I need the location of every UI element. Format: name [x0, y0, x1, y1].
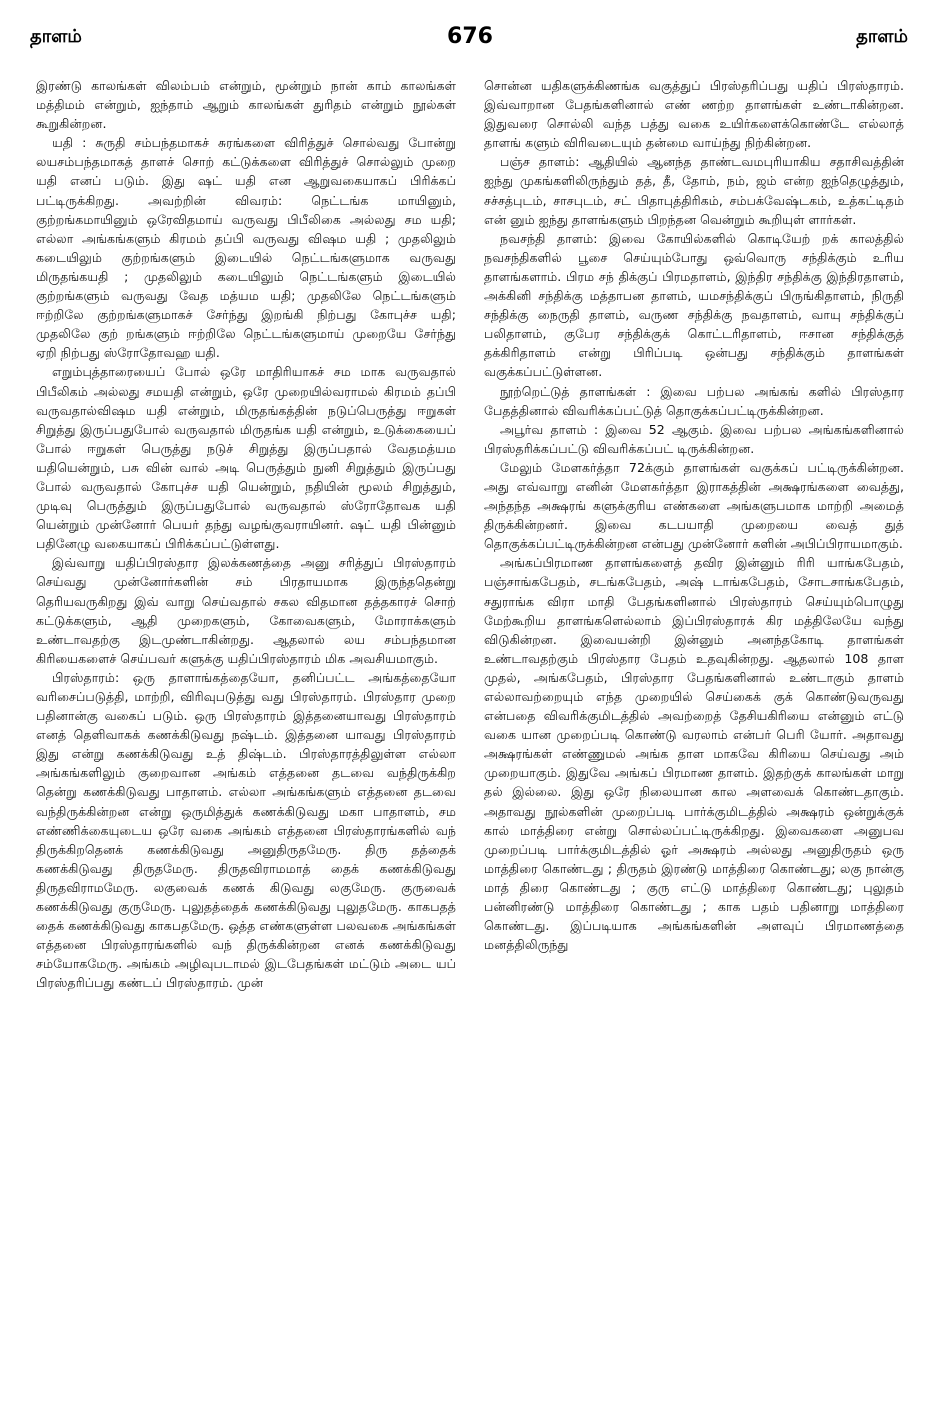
paragraph: அங்கப்பிரமாண தாளங்களைத் தவிர இன்னும் ரிரி யாங்கபேதம், பஞ்சாங்கபேதம், சடங்கபேதம், அஷ் டாங்கபேதம், சோடசாங்கபேதம், சதுராங்க விரா மாதி பேதங்களினால் பிரஸ்தாரம் செய்யும்பொழுது மேற்கூறிய தாளங்களெல்லாம் இப்பிரஸ்தாரக் கிர மத்திலேயே வந்து விடுகின்றன. இவையன்றி இன்னும் அனந்தகோடி தாளங்கள் உண்டாவதற்கும் பிரஸ்தார பேதம் உதவுகின்றது. ஆதலால் 108 தாள முதல், அங்கபேதம், பிரஸ்தார பேதங்களினால் உண்டாகும் தாளம் எல்லாவற்றையும் எந்த முறையில் செய்கைக் குக் கொண்டுவருவது என்பதை விவரிக்குமிடத்தில் அவற்றைத் தேசியகிரியை என்னும் எட்டு வகை யான முறைப்படி கொண்டு வரலாம் என்பர் பெரி யோர். அதாவது அக்ஷரங்கள் எண்ணுமல் அங்க தாள மாகவே கிரியை செய்வது அம் முறையாகும். இதுவே அங்கப் பிரமாண தாளம். இதற்குக் காலங்கள் மாறு தல் இல்லை. இது ஒரே நிலையான கால அளவைக் கொண்டதாகும். அதாவது நூல்களின் முறைப்படி பார்க்குமிடத்தில் அக்ஷரம் ஒன்றுக்குக் கால் மாத்திரை என்று சொல்லப்பட்டிருக்கிறது. இவைகளை அனுபவ முறைப்படி பார்க்குமிடத்தில் ஓர் அக்ஷரம் அல்லது அனுதிருதம் ஒரு மாத்திரை கொண்டது ; திருதம் இரண்டு மாத்திரை கொண்டது; லகு நான்கு மாத் திரை கொண்டது ; குரு எட்டு மாத்திரை கொண்டது; புலுதம் பன்னிரண்டு மாத்திரை கொண்டது ; காக பதம் பதினாறு மாத்திரை கொண்டது. இப்படியாக அங்கங்களின் அளவுப் பிரமாணத்தை மனத்திலிருந்து	[484, 555, 904, 953]
paragraph: இவ்வாறு யதிப்பிரஸ்தார இலக்கணத்தை அனு சரித்துப் பிரஸ்தாரம் செய்வது முன்னோர்களின் சம் பிரதாயமாக இருந்ததென்று தெரியவருகிறது இவ் வாறு செய்வதால் சகல விதமான தத்தகாரச் சொற் கட்டுக்களும், ஆதி முறைகளும், கோவைகளும், மோராக்களும் உண்டாவதற்கு இடமுண்டாகின்றது. ஆதலால் லய சம்பந்தமான கிரியைகளைச் செய்பவர் களுக்கு யதிப்பிரஸ்தாரம் மிக அவசியமாகும்.	[36, 555, 456, 666]
paragraph: எறும்புத்தாரையைப் போல் ஒரே மாதிரியாகச் சம மாக வருவதால் பிபீலிகம் அல்லது சமயதி என்றும், ஒரே முறையில்வராமல் கிரமம் தப்பி வருவதால்விஷம யதி என்றும், மிருதங்கத்தின் நடுப்பெருத்து ஈறுகள் சிறுத்து இருப்பதுபோல் வருவதால் மிருதங்க யதி என்றும், உடுக்கையைப் போல் ஈறுகள் பெருத்து நடுச் சிறுத்து இருப்பதால் வேதமத்யம யதியென்றும், பசு வின் வால் அடி பெருத்தும் நுனி சிறுத்தும் இருப்பது போல் வருவதால் கோபுச்ச யதி யென்றும், நதியின் மூலம் சிறுத்தும், முடிவு பெருத்தும் இருப்பதுபோல் வருவதால் ஸ்ரோதோவக யதி யென்றும் முன்னோர் பெயர் தந்து வழங்குவராயினர். ஷட் யதி பின்னும் பதினேழு வகையாகப் பிரிக்கப்பட்டுள்ளது.	[36, 364, 456, 552]
paragraph: பிரஸ்தாரம்: ஒரு தாளாங்கத்தையோ, தனிப்பட்ட அங்கத்தையோ வரிசைப்படுத்தி, மாற்றி, விரிவுபடுத்து வது பிரஸ்தாரம். பிரஸ்தார முறை பதினான்கு வகைப் படும். ஒரு பிரஸ்தாரம் இத்தனையாவது பிரஸ்தாரம் எனத் தெளிவாகக் கணக்கிடுவது நஷ்டம். இத்தனை யாவது பிரஸ்தாரம் இது என்று கணக்கிடுவது உத் திஷ்டம். பிரஸ்தாரத்திலுள்ள எல்லா அங்கங்களிலும் குறைவான அங்கம் எத்தனை தடவை வந்திருக்கிற தென்று கணக்கிடுவது பாதாளம். எல்லா அங்கங்களும் எத்தனை தடவை வந்திருக்கின்றன என்று ஒருமித்துக் கணக்கிடுவது மகா பாதாளம், சம எண்ணிக்கையுடைய ஒரே வகை அங்கம் எத்தனை பிரஸ்தாரங்களில் வந் திருக்கிறதெனக் கணக்கிடுவது அனுதிருதமேரு. திரு தத்தைக் கணக்கிடுவது திருதமேரு. திருதவிராமமாத் தைக் கணக்கிடுவது திருதவிராமமேரு. லகுவைக் கணக் கிடுவது லகுமேரு. குருவைக் கணக்கிடுவது குருமேரு. புலுதத்தைக் கணக்கிடுவது புலுதமேரு. காகபதத் தைக் கணக்கிடுவது காகபதமேரு. ஒத்த எண்களுள்ள பலவகை அங்கங்கள் எத்தனை பிரஸ்தாரங்களில் வந் திருக்கின்றன எனக் கணக்கிடுவது சம்யோகமேரு. அங்கம் அழிவுபடாமல் இடபேதங்கள் மட்டும் அடை யப் பிரஸ்தரிப்பது கண்டப் பிரஸ்தாரம். முன்	[36, 669, 456, 991]
page-number: 676	[447, 24, 493, 49]
paragraph: சொன்ன யதிகளுக்கிணங்க வகுத்துப் பிரஸ்தரிப்பது யதிப் பிரஸ்தாரம். இவ்வாறான பேதங்களினால் எண் ணற்ற தாளங்கள் உண்டாகின்றன. இதுவரை சொல்லி வந்த பத்து வகை உயிர்களைக்கொண்டே எல்லாத் தாளங் களும் விரிவடையும் தன்மை வாய்ந்து நிற்கின்றன.	[484, 78, 904, 151]
paragraph: அபூர்வ தாளம் : இவை 52 ஆகும். இவை பற்பல அங்கங்களினால் பிரஸ்தரிக்கப்பட்டு விவரிக்கப்பட் டிருக்கின்றன.	[484, 421, 904, 456]
paragraph: நவசந்தி தாளம்: இவை கோயில்களில் கொடியேற் றக் காலத்தில் நவசந்திகளில் பூசை செய்யும்போது ஒவ்வொரு சந்திக்கும் உரிய தாளங்களாம். பிரம சந் திக்குப் பிரமதாளம், இந்திர சந்திக்கு இந்திரதாளம், அக்கினி சந்திக்கு மத்தாபன தாளம், யமசந்திக்குப் பிருங்கிதாளம், நிருதி சந்திக்கு நைருதி தாளம், வருண சந்திக்கு நவதாளம், வாயு சந்திக்குப் பலிதாளம், குபேர சந்திக்குக் கொட்டரிதாளம், ஈசான சந்திக்குத் தக்கிரிதாளம் என்று பிரிப்படி ஒன்பது சந்திக்கும் தாளங்கள் வகுக்கப்பட்டுள்ளன.	[484, 230, 904, 380]
paragraph: நூற்றெட்டுத் தாளங்கள் : இவை பற்பல அங்கங் களில் பிரஸ்தார பேதத்தினால் விவரிக்கப்பட்டுத் தொகுக்கப்பட்டிருக்கின்றன.	[484, 383, 904, 418]
left-column	[36, 76, 456, 993]
paragraph: பஞ்ச தாளம்: ஆதியில் ஆனந்த தாண்டவமபுரியாகிய சதாசிவத்தின் ஐந்து முகங்களிலிருந்தும் தத், தீ, தோம், நம், ஜம் என்ற ஐந்தெழுத்தும், சச்சத்புடம், சாசபுடம், சட் பிதாபுத்திரிகம், சம்பக்வேஷ்டகம், உத்கட்டிதம் என் னும் ஐந்து தாளங்களும் பிறந்தன வென்றும் கூறியுள் ளார்கள்.	[484, 154, 904, 227]
right-column	[484, 76, 904, 954]
paragraph: இரண்டு காலங்கள் விலம்பம் என்றும், மூன்றும் நான் காம் காலங்கள் மத்திமம் என்றும், ஐந்தாம் ஆறும் காலங்கள் துரிதம் என்றும் நூல்கள் கூறுகின்றன.	[36, 78, 456, 132]
running-head-right: தாளம்	[856, 26, 908, 47]
running-head-left: தாளம்	[30, 26, 82, 47]
paragraph: மேலும் மேளகர்த்தா 72க்கும் தாளங்கள் வகுக்கப் பட்டிருக்கின்றன. அது எவ்வாறு எனின் மேளகர்த்தா இராகத்தின் அக்ஷரங்களை வைத்து, அந்தந்த அக்ஷரங் களுக்குரிய எண்களை அங்களுபமாக மாற்றி அமைத் திருக்கின்றனர். இவை கடபயாதி முறையை வைத் துத் தொகுக்கப்பட்டிருக்கின்றன என்பது முன்னோர் களின் அபிப்பிராயமாகும்.	[484, 459, 904, 552]
paragraph: யதி : சுருதி சம்பந்தமாகச் சுரங்களை விரித்துச் சொல்வது போன்று லயசம்பந்தமாகத் தாளச் சொற் கட்டுக்களை விரித்துச் சொல்லும் முறை யதி எனப் படும். இது ஷட் யதி என ஆறுவகையாகப் பிரிக்கப் பட்டிருக்கிறது. அவற்றின் விவரம்: நெட்டங்க மாயினும், குற்றங்கமாயினும் ஒரேவிதமாய் வருவது பிபீலிகை அல்லது சம யதி; எல்லா அங்கங்களும் கிரமம் தப்பி வருவது விஷம யதி ; முதலிலும் கடையிலும் குற்றங்களும் இடையில் நெட்டங்களுமாக வருவது மிருதங்கயதி ; முதலிலும் கடையிலும் நெட்டங்களும் இடையில் குற்றங்களும் வருவது வேத மத்யம யதி; முதலிலே நெட்டங்களும் ஈற்றிலே குற்றங்களுமாகச் சேர்ந்து இறங்கி நிற்பது கோபுச்ச யதி; முதலிலே குற் றங்களும் ஈற்றிலே நெட்டங்களுமாய் முறையே சேர்ந்து ஏறி நிற்பது ஸ்ரோதோவஹ யதி.	[36, 135, 456, 361]
